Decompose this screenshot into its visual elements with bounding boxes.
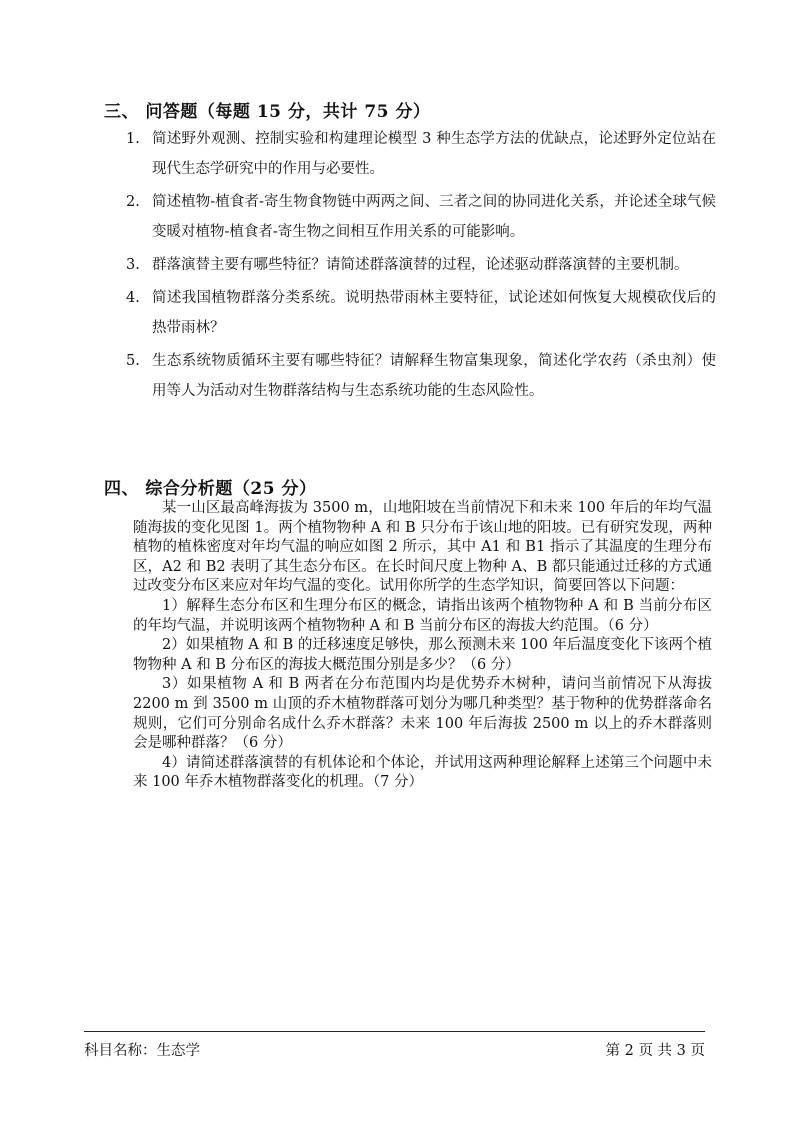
question-item bbox=[126, 346, 716, 406]
question-text: 简述我国植物群落分类系统。说明热带雨林主要特征，试论述如何恢复大规模砍伐后的热带雨林？ bbox=[152, 290, 716, 336]
question-text: 生态系统物质循环主要有哪些特征？请解释生物富集现象，简述化学农药（杀虫剂）使用等人为活动对生物群落结构与生态系统功能的生态风险性。 bbox=[152, 353, 716, 399]
question-number: 3. bbox=[126, 257, 140, 273]
question-number: 2. bbox=[126, 194, 140, 210]
question-number: 4. bbox=[126, 290, 140, 306]
question-item bbox=[126, 124, 716, 184]
section-3-title: 三、 问答题（每题 15 分，共计 75 分） bbox=[104, 102, 431, 122]
footer-subject: 科目名称：生态学 bbox=[84, 1043, 200, 1059]
section-4-title: 四、 综合分析题（25 分） bbox=[104, 479, 317, 499]
footer-page-info: 第 2 页 共 3 页 bbox=[605, 1043, 705, 1059]
analysis-question bbox=[133, 499, 712, 793]
analysis-subquestion: 2）如果植物 A 和 B 的迁移速度足够快，那么预测未来 100 年后温度变化下该两个植物物种 A 和 B 分布区的海拔大概范围分别是多少？（6 分） bbox=[133, 637, 712, 673]
question-item bbox=[126, 187, 716, 247]
analysis-intro: 某一山区最高峰海拔为 3500 m，山地阳坡在当前情况下和未来 100 年后的年均气温随海拔的变化见图 1。两个植物物种 A 和 B 只分布于该山地的阳坡。已有研究发现，两种植物的植株密度对年均气温的响应如图 2 所示，其中 A1 和 B1 指示了其温度的生理分布区，A2 和 B2 表明了其生态分布区。在长时间尺度上物种 A、B 都只能通过迁移的方式通过改变分布区来应对年均气温的变化。试用你所学的生态学知识，简要回答以下问题： bbox=[133, 500, 712, 595]
question-item bbox=[126, 250, 716, 280]
analysis-subquestion: 1）解释生态分布区和生理分布区的概念，请指出该两个植物物种 A 和 B 当前分布区的年均气温，并说明该两个植物物种 A 和 B 当前分布区的海拔大约范围。（6 分） bbox=[133, 597, 712, 634]
question-item bbox=[126, 283, 716, 343]
footer-divider bbox=[84, 1031, 705, 1032]
question-list bbox=[126, 124, 716, 409]
analysis-subquestion: 3）如果植物 A 和 B 两者在分布范围内均是优势乔木树种，请问当前情况下从海拔 2200 m 到 3500 m 山顶的乔木植物群落可划分为哪几种类型？基于物种的优势群落命名规则，它们可分别命名成什么乔木群落？未来 100 年后海拔 2500 m 以上的乔木群落则会是哪种群落？（6 分） bbox=[133, 676, 712, 752]
question-number: 5. bbox=[126, 353, 140, 369]
analysis-subquestion: 4）请简述群落演替的有机体论和个体论，并试用这两种理论解释上述第三个问题中未来 100 年乔木植物群落变化的机理。（7 分） bbox=[133, 754, 712, 791]
question-number: 1. bbox=[126, 131, 140, 147]
question-text: 简述野外观测、控制实验和构建理论模型 3 种生态学方法的优缺点，论述野外定位站在现代生态学研究中的作用与必要性。 bbox=[152, 131, 716, 177]
question-text: 群落演替主要有哪些特征？请简述群落演替的过程，论述驱动群落演替的主要机制。 bbox=[152, 257, 689, 273]
question-text: 简述植物-植食者-寄生物食物链中两两之间、三者之间的协同进化关系，并论述全球气候变暖对植物-植食者-寄生物之间相互作用关系的可能影响。 bbox=[152, 194, 716, 240]
